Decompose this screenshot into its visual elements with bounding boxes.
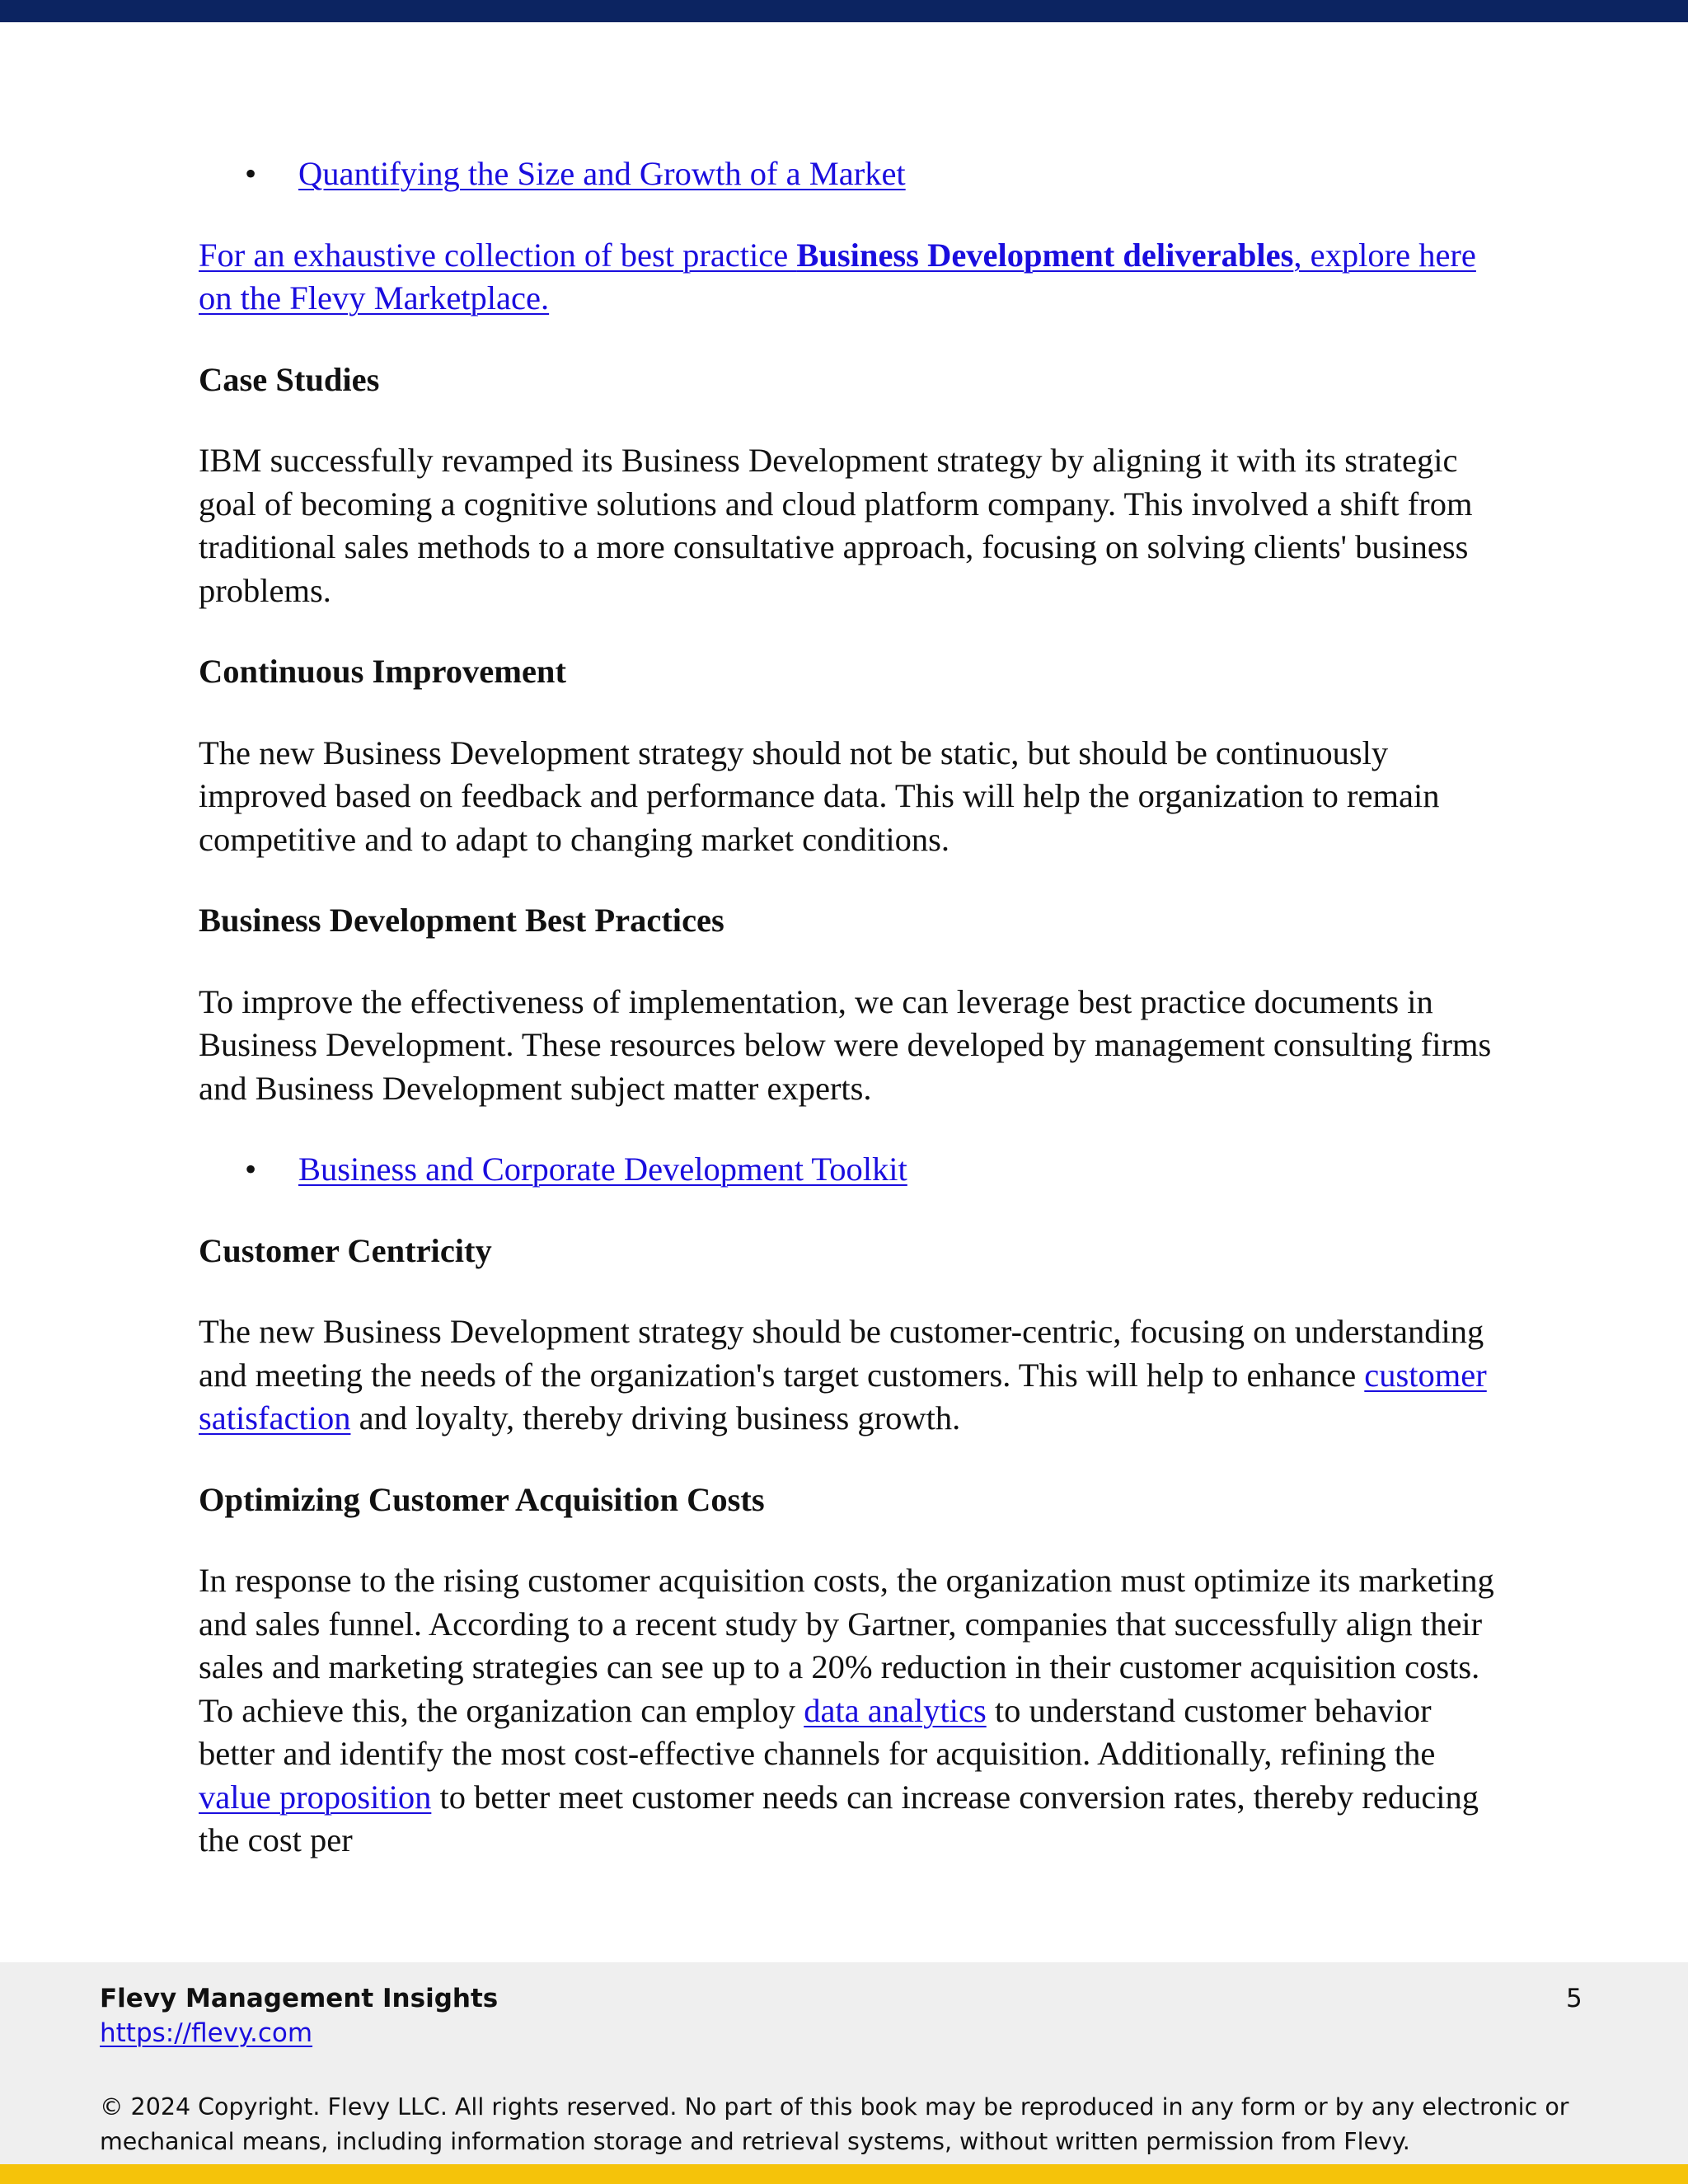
marketplace-link[interactable] [199,237,1476,317]
list-item [199,1148,1509,1192]
section-body-best-practices: To improve the effectiveness of implementation, we can leverage best practice documents in Business Development. These resources below were developed by management consulting firms and Business Development subject matter experts. [199,982,1492,1107]
bullet-icon: • [245,155,257,192]
promo-bold: Business Development deliverables [796,236,1294,274]
section-body-case-studies: IBM successfully revamped its Business Development strategy by aligning it with its strategic goal of becoming a cognitive solutions and cloud platform company. This involved a shift from traditional sales methods to a more consultative approach, focusing on solving clients' business problems. [199,442,1473,609]
top-accent-bar [0,0,1688,22]
top-bullet-list [199,152,1509,196]
section-body-acquisition-costs [199,1559,1509,1863]
body-text: In response to the rising customer acquisition costs, the organization must optimize its marketing and sales funnel. According to a recent study by Gartner, companies that successfully align their sales and marketing strategies can see up to a 20% reduction in their customer acquisition costs. To achieve this, the organization can employ [199,1562,1494,1729]
promo-prefix: For an exhaustive collection of best practice [199,236,797,274]
bullet-icon: • [245,1151,257,1188]
toolkit-link[interactable]: Business and Corporate Development Toolkit [298,1151,907,1188]
body-text: to better meet customer needs can increase conversion rates, thereby reducing the cost per [199,1778,1479,1858]
copyright-notice: © 2024 Copyright. Flevy LLC. All rights reserved. No part of this book may be reproduced in any form or by any electronic or mechanical means, including information storage and retrieval systems, without written permission from Flevy. [100,2093,1569,2155]
section-body-customer-centricity [199,1310,1509,1441]
section-body-continuous-improvement: The new Business Development strategy should not be static, but should be continuously improved based on feedback and performance data. This will help the organization to remain competitive and to adapt to changing market conditions. [199,733,1440,858]
value-proposition-link[interactable]: value proposition [199,1778,432,1816]
footer-title: Flevy Management Insights [100,1984,499,2013]
section-heading-acquisition-costs: Optimizing Customer Acquisition Costs [199,1480,765,1518]
promo-suffix: , explore here on the Flevy Marketplace. [199,236,1476,316]
section-heading-customer-centricity: Customer Centricity [199,1231,492,1269]
page-footer [0,1962,1688,2164]
page-content [199,152,1509,1900]
data-analytics-link[interactable]: data analytics [804,1691,987,1729]
body-text: to understand customer behavior better and identify the most cost-effective channels for acquisition. Additionally, refining the [199,1691,1436,1772]
section-heading-continuous-improvement: Continuous Improvement [199,653,566,690]
section-heading-case-studies: Case Studies [199,360,380,398]
best-practices-bullet-list [199,1148,1509,1192]
footer-url-link[interactable]: https://flevy.com [100,2018,313,2048]
list-item [199,152,1509,196]
customer-satisfaction-link[interactable]: customer satisfaction [199,1356,1487,1436]
body-text: The new Business Development strategy should be customer-centric, focusing on understanding and meeting the needs of the organization's target customers. This will help to enhance [199,1313,1484,1394]
section-heading-best-practices: Business Development Best Practices [199,902,724,939]
body-text: and loyalty, thereby driving business growth. [350,1399,961,1436]
bottom-accent-bar [0,2164,1688,2184]
page-number: 5 [1566,1984,1582,2013]
marketplace-promo [199,234,1509,321]
market-size-link[interactable]: Quantifying the Size and Growth of a Market [298,155,906,192]
